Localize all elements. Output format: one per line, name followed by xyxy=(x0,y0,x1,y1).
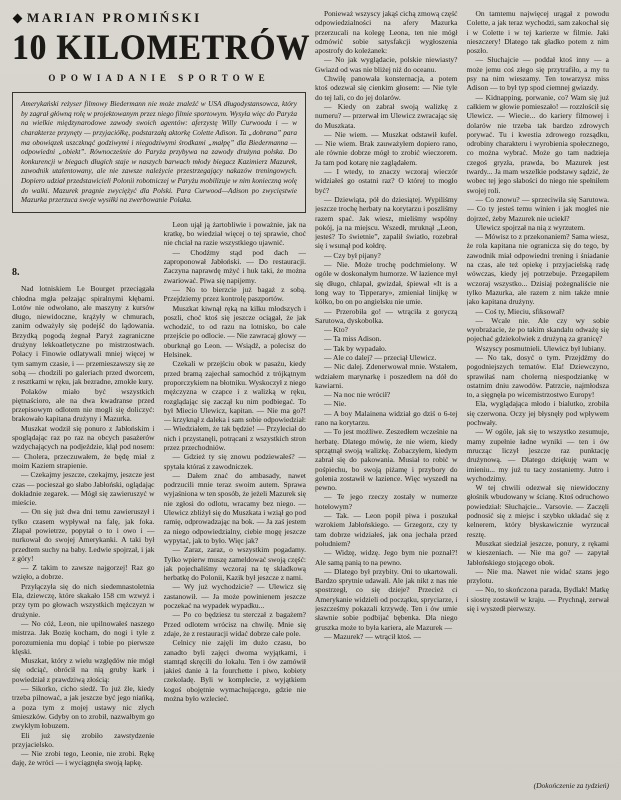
story-paragraph: — A boy Malainena widział go dziś o 6-tej rano na korytarzu. xyxy=(315,408,458,428)
story-subtitle: OPOWIADANIE SPORTOWE xyxy=(48,73,270,83)
story-paragraph: Polaków miało być wszystkich piętnaścioro, ale na dwa kwadranse przed przepisowym odlotem nie mogli się doliczyć: brakowało kapitana drużyny i Mazurka. xyxy=(12,386,155,424)
story-paragraph: Muszkat wodził się ponuro z Jabłońskim i spoglądając raz po raz na obcych pasażerów wzdychających na podjeździe, klął pod nosem: — Cholera, przeczuwałem, że będę miał z moim Kaziem strapienie. xyxy=(12,423,155,470)
story-paragraph: — No to bierzcie już bagaż z sobą. Przejdziemy przez kontrolę paszportów. xyxy=(163,284,306,304)
column-3-paragraphs xyxy=(315,9,458,641)
story-paragraph: Eli już się zrobiło zawstydzenie przyjacielsko. xyxy=(12,730,155,749)
story-paragraph: — Przerobiła go! — wtrąciła z goryczą Sarutowa, dyskobolka. xyxy=(315,306,458,325)
story-paragraph: — Gdzież ty się znowu podziewałeś? — spytała któraś z zawodniczek. xyxy=(163,452,306,471)
story-paragraph: — Te jego rzeczy zostały w numerze hotelowym? xyxy=(315,492,458,511)
story-paragraph: Czekali w przejściu obok w pasażu, kiedy przed bramą zajechał samochód z trójkątnym proporczykiem na błotniku. Wyskoczył z niego mężczyzna w czapce i z walizką w ręku, rozglądając się zaczął ku nim podbiegać. To był Miecio Ulewicz, kapitan. — Nie ma go?! — krzyknął z daleka i sam sobie odpowiedział: — Wiedziałem, że tak będzie! — Przyleciał do nich i przystanęli, potrącani z wszystkich stron przez przechodniów. xyxy=(163,359,306,452)
section-number: 8. xyxy=(12,266,20,278)
story-paragraph: — Co znowu? — sprzeciwiła się Sarutowa. — Co ty jesteś temu winien i jak mogłeś nie dojrzeć, żeby Mazurek nie uciekł? xyxy=(466,194,609,223)
story-paragraph: Celnicy nie zajęli im dużo czasu, bo zanadto byli zajęci dwoma wyjątkami, i stamtąd skręcili do lokalu. Ten i ów zamówił jakieś danie à la fourchette i piwo, kobiety czekoladę. Byli w komplecie, z wyjątkiem kogoś obojętnie wymachującego, gdzie nie można było wzlecieć. xyxy=(163,638,306,704)
story-paragraph: Leon ujął ją żartobliwie i poważnie, jak na kratkę, bo wiedział więcej o tej sprawie, choć nie chciał na razie wszystkiego ujawnić. xyxy=(163,219,306,248)
story-paragraph: — Słuchajcie — poddał ktoś inny — a może jemu coś złego się przytrafiło, a my tu psy na nim wieszamy. Ten towarzysz miss Adison — to był typ spod ciemnej gwiazdy. xyxy=(466,55,609,93)
story-paragraph: — Mazurek? — wtrącił ktoś. — xyxy=(324,631,422,641)
story-paragraph: — Nie wiem. — Muszkat odstawił kufel. — Nie wiem. Brak zauważyłem dopiero rano, ale równie dobrze mógł to zrobić wieczorem. Ja tam pod kotarę nie zaglądałem. xyxy=(315,129,458,167)
story-paragraph: — Wy już wychodzicie? — Ulewicz się zastanowił. — Ja może powinienem jeszcze poczekać na wypadek wypadku... xyxy=(163,582,306,611)
story-paragraph: Przyłączyła się do nich siedemnastoletnia Ela, dziewczę, które skakało 158 cm wzwyż i przy tym po głowach wszystkich mężczyzn w drużynie. xyxy=(12,581,155,619)
author-line xyxy=(12,10,306,26)
story-paragraph: — No cóż, Leon, nie upilnowałeś naszego mistrza. Jak Bozię kocham, do nogi i tyle z porozumienia mu dopiąć i tobie po pierwsze klęski. xyxy=(12,618,155,656)
story-paragraph: — Zaraz, zaraz, o wszystkim pogadamy. Tylko wpierw muszę zameldować swoją część: jak pojechaliśmy wczoraj na tę składkową herbatkę do Polonii, Kazik był jeszcze z nami. xyxy=(163,545,306,583)
story-paragraph: — Nie ma. Nawet nie widać szans jego przylotu. xyxy=(466,566,609,586)
story-paragraph: — To jest możliwe. Zeszedłem wcześnie na herbatę. Dlatego mówię, że nie wiem, kiedy sprzątnął swoją walizkę. Zobaczyłem, kiedym zabrał się do pakowania. Musiał to robić w pośpiechu, bo swoją piżamę i przybory do golenia zostawił w łazience. Więc wyszedł na pewno. xyxy=(315,427,458,493)
story-paragraph: Nad lotniskiem Le Bourget przeciągała chłodna mgła pełzając spiralnymi kłębami. Lotów nie odwołano, ale maszyny z kursów długo, niewidoczne, krążyły w chmurach, zanim odważyły się podejść do lądowania. Brzydką pogodą żegnał Paryż zagraniczne drużyny lekkoatletyczne po mistrzostwach. Polacy i Finowie odlatywali mniej więcej w tym samym czasie, i — przemieszawszy się ze sobą — chodzili po galeriach przed dworcem, z resztkami w ręku, jak bezradne, zmokłe kury. xyxy=(12,284,155,387)
story-paragraph: W tej chwili odezwał się niewidoczny głośnik wbudowany w ścianę. Ktoś odruchowo powiedział: Słuchajcie... Varsovie. — Zaczęli podnosić się z miejsc i szybko układać się z kelnerem, który błyskawicznie wyrzucał resztę. xyxy=(466,483,609,539)
story-paragraph: — Chodźmy stąd pod dach — zaproponował Jabłoński. — Do restauracji. Zaczyna naprawdę mżyć i huk taki, że można zwariować. Piwa się napijemy. xyxy=(163,247,306,285)
story-paragraph: Ela, wyglądająca młodo i bialutko, zrobiła się czerwona. Oczy jej błysnęły pod wpływem pochwały. xyxy=(466,399,609,428)
intro-text: Amerykański reżyser filmowy Biedermann nie może znaleźć w USA długodystansowca, który by zagrał główną rolę w projektowanym przez niego filmie sportowym. Wysyła więc do Paryża na wielkie międzynarodowe zawody swoich agentów: aferzystę Willy Curwooda i — w charakterze przynęty — przyjaciółkę, podstarzałą aktorkę Colette Adison. Ta „dobrana” para ma obowiązek uszczknąć godziwymi i niegodziwymi środkami „małpę” dla Biedermanna — odpowiedni „obiekt”. Równocześnie do Paryża przybywa na zawody drużyna polska. Do konkurencji w biegach długich staje w naszych barwach młody biegacz Kazimierz Mazurek, zawodnik utalentowany, ale nie zawsze należycie przestrzegający nakazów treningowych. Dopiero udział przedstawicieli Polonii robotniczej w Paryżu mobilizuje w nim konieczną wolę do walki. Mazurek pragnie zwyciężyć dla Polski. Para Curwood—Adison po zwycięstwie Mazurka przerzuca swoje wysiłki na zwerbowanie Polaka. xyxy=(21,99,297,205)
story-title: 10 KILOMETRÓW xyxy=(12,28,311,68)
story-paragraph: — Wcale nie. Ale czy wy sobie wyobrażacie, że po takim skandalu odważę się pojechać gdziekolwiek z drużyną za granicę? xyxy=(466,315,609,344)
column-1-paragraphs xyxy=(12,284,155,767)
story-paragraph: — Czekajmy jeszcze, czekajmy, jeszcze jest czas — pocieszał go słabo Jabłoński, oglądając dokładnie zegarek. — Mógł się zawieruszyć w mieście. xyxy=(12,470,155,508)
story-paragraph: — W ogóle, jak się to wszystko zesumuje, mamy zupełnie ładne wyniki — ten i ów mrucząc liczył jeszcze raz punktację drużynową. — Dlatego dziękuję wam w imieniu... my już tu tacy zostaniemy. Jutro i wychodzimy. xyxy=(466,427,609,483)
story-paragraph: — Kiedy on zabrał swoją walizkę z numeru? — przerwał im Ulewicz zwracając się do Muszkata. xyxy=(315,101,458,130)
story-paragraph: — Czy był pijany? xyxy=(324,250,381,260)
column-4-paragraphs xyxy=(467,9,610,613)
story-paragraph: Muszkat, który z wielu względów nie mógł się odciąć, obrócił na nią gruby kark i powiedział z prawdziwą złością: xyxy=(12,656,155,684)
story-paragraph: — No jak wyglądacie, polskie niewiasty? Gwiazd od was nie bliżej niż do oceanu. xyxy=(315,55,458,74)
story-paragraph: — On się już dwa dni temu zawieruszył i tylko czasem wypływał na falę, jak foka. Złapał powietrze, popytał o to i owo i — nurkował do swojej Amerykanki. A taki był przedtem suchy na baby. Ledwie spojrzał, i jak z góry! xyxy=(12,507,155,563)
story-paragraph: — Nie. Może trochę podchmielony. W ogóle w doskonałym humorze. W łazience mył się długo, chlapał, gwizdał, śpiewał «It is a long way to Tipperary», zmieniał linijkę w kółko, bo on po angielsku nie umie. xyxy=(315,260,458,307)
story-paragraph: — Na noc nie wrócił? xyxy=(324,390,391,400)
story-paragraph: — Dziewiąta, pół do dziesiątej. Wypiliśmy jeszcze trochę herbaty na korytarzu i poszliśmy razem spać. Jak wiesz, mieliśmy wspólny pokój, ja na miejscu. Wszedł, mruknął „Leon, jesteś? To świetnie”, zapalił światło, rozebrał się i wsunął pod kołdrę. xyxy=(315,194,458,251)
story-paragraph: — I wtedy, to znaczy wczoraj wieczór widziałeś go ostatni raz? O której to mogło być? xyxy=(315,167,458,195)
story-paragraph: — Coś ty, Mieciu, sfiksował? xyxy=(475,306,565,316)
continuation-note: (Dokończenie za tydzień) xyxy=(533,780,609,790)
story-paragraph: Chwilę panowała konsternacja, a potem ktoś odezwał się cienkim głosem: — Nie tyle do tej lali, co do jej dolarów. xyxy=(315,74,458,102)
author-name: MARIAN PROMIŃSKI xyxy=(27,10,202,25)
story-paragraph: — Sikorko, cicho siedź. To już źle, kiedy trzeba pilnować, a jak jeszcze być jego niańką, a poza tym z mojej ustawy nic złych śmieszków. Gdyby on to zrobił, nazwałbym go zwykłym łobuzem. xyxy=(12,684,155,731)
text-column-1 xyxy=(12,213,155,790)
story-paragraph: — Nie. xyxy=(324,399,347,409)
story-paragraph: — Dlatego był przybity. Oni to ukartowali. Bardzo sprytnie udawali. Ale jak nikt z nas nie spostrzegł, co się dzieje? Przecież ci Amerykanie widzieli od początku, spryciarze, i jeszcześmy pokazali krzywdę. Ten i ów umie sławnie sobie podbijać bębenka. Dla niego gruszka może to była kariera, ale Mazurek — xyxy=(315,566,458,632)
story-paragraph: — Po co będziesz tu sterczał z bagażem? Przed odlotem wrócisz na chwilę. Mnie się zdaje, że z restauracji widać dobrze całe pole. xyxy=(163,610,306,638)
story-paragraph: — Ale co dalej? — przeciął Ulewicz. xyxy=(324,352,437,362)
story-paragraph: — Dałem znać do ambasady, nawet podrzucili mnie teraz swoim autem. Sprawa wyjaśniona w ten sposób, że jeżeli Mazurek się nie zgłosi do odlotu, wracamy bez niego. — Ulewicz zbliżył się do Muszkata i wziął go pod ramię, odprowadzając na bok. — Ja zaś jestem za niego odpowiedzialny, ciebie mogę jeszcze wypytać, jak to było. Więc jak? xyxy=(163,470,306,545)
story-paragraph: Ponieważ wszyscy jakąś cichą zmową część odpowiedzialności na afery Mazurka przerzucali na kolegę Leona, ten nie mógł odmówić sobie satysfakcji wygłoszenia apostrofy do koleżanek: xyxy=(315,9,458,56)
story-paragraph: Muszkat siedział jeszcze, ponury, z rękami w kieszeniach. — Nie ma go? — zapytał Jabłońskiego stojącego obok. xyxy=(466,538,609,567)
story-paragraph: — Tak by wypadało. xyxy=(324,343,387,353)
column-2-paragraphs xyxy=(164,220,307,703)
story-paragraph: — Widzę, widzę. Jego bym nie poznał?! Ale samą panią to na pewno. xyxy=(315,548,458,567)
text-column-4 xyxy=(467,8,610,790)
story-paragraph: — Kidnapping, porwanie, co? Wam się już całkiem w głowie pomieszało! — rozzłościł się Ulewicz. — Wiecie... do kariery filmowej i dolarów nie trzeba tak bardzo zdrowych porywać. Tu i kwestia zdrowego rozsądku, odrobiny charakteru i wyrobienia społecznego, co można wybrać. Może go tam nadzieja czegoś gryzła, prawda, bo Mazurek jest twardy... Ja mam wszelkie podstawy sądzić, że wobec tej jego słabości do niego nie spełniłem swojej roli. xyxy=(466,92,609,195)
text-column-2 xyxy=(164,213,307,790)
story-paragraph: — Kto? xyxy=(324,325,348,335)
story-paragraph: — No tak, dosyć o tym. Przejdźmy do pogodniejszych tematów. Ela! Dziewczyno, sprawiłaś nam cholerną niespodziankę w ostatnim dniu zawodów. Patrzcie, najmłodsza to, a sięgnęła po wicemistrzostwo Europy! xyxy=(466,352,609,400)
story-paragraph: — Nic dalej. Zdenerwował mnie. Wstałem, wdziałem marynarkę i poszedłem na dół do kawiarni. xyxy=(315,362,458,390)
story-paragraph: — Z takim to zawsze najgorzej! Raz go wzięło, a dobrze. xyxy=(12,563,155,582)
story-paragraph: On tamtemu najwięcej urągał z powodu Colette, a jak teraz wychodzi, sam zakochał się i w Colette i w tej karierze w filmie. Jaki nieszczery! Dlatego tak gładko potem z nim poszło. xyxy=(466,9,609,56)
story-paragraph: — Ta miss Adison. xyxy=(324,334,382,344)
story-paragraph: — Mówisz to z przekonaniem? Sama wiesz, że rola kapitana nie ogranicza się do tego, by zawodnik miał odpowiedni trening i śniadanie na czas, ale też opiekę i przyjacielską radę wówczas, kiedy jej potrzebuje. Przegapiłem wczoraj wszystko... Dzisiaj pożegnaliście nie tylko Mazurka, ale razem z nim także mnie jako kapitana drużyny. xyxy=(466,232,609,307)
ornament-icon xyxy=(13,13,23,23)
story-paragraph: — No, to skończona parada, Bydlak! Matkę i siostrę zostawił w kraju. — Prychnął, zerwał się i wyszedł pierwszy. xyxy=(466,585,609,613)
story-header xyxy=(12,8,311,213)
story-paragraph: Wszyscy posmutnieli. Ulewicz był lubiany. xyxy=(475,343,606,353)
text-column-3 xyxy=(315,8,458,790)
story-paragraph: Muszkat kiwnął ręką na kilku młodszych i poszli, choć ktoś się jeszcze ociągał, że jak wchodzić, to od razu na lotnisko, bo całe przejście po odlocie. — Nie zawracaj głowy — oburknął go Leon. — Wsiądź, a polecisz do Helsinek. xyxy=(163,303,306,360)
intro-box xyxy=(12,92,306,213)
story-paragraph: — Nie zrobi tego, Leonie, nie zrobi. Rękę daję, że wróci — i wyciągnęła swoją łapkę. xyxy=(12,749,155,768)
story-paragraph: Ulewicz spojrzał na nią z wyrzutem. xyxy=(475,222,586,232)
story-paragraph: — Tak. — Leon popił piwa i poszukał wzrokiem Jabłońskiego. — Grzegorz, czy ty tam dobrze widziałeś, jak ona jechała przed południem? xyxy=(315,511,458,548)
